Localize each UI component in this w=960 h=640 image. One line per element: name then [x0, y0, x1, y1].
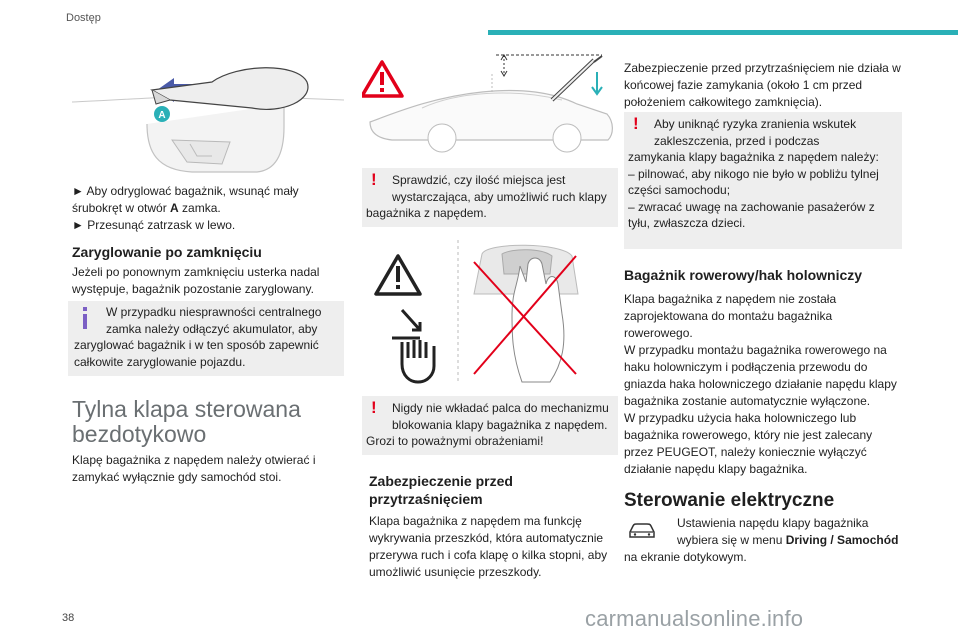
- section-title: Dostęp: [66, 12, 101, 24]
- warning-box-finger: [362, 396, 618, 455]
- warning-text-rest: bagażnika z napędem.: [366, 206, 487, 220]
- warning-text-rest: Grozi to poważnymi obrażeniami!: [366, 434, 544, 448]
- paragraph-anti-pinch-limit: Zabezpieczenie przed przytrzaśnięciem nie działa w końcowej fazie zamykania (około 1 cm przed położeniem całkowitego zamknięcia).: [624, 61, 901, 109]
- column-1-text: [72, 183, 342, 234]
- label-a: A: [158, 110, 166, 121]
- heading-anti-pinch: Zabezpieczenie przed przytrzaśnięciem: [369, 473, 513, 507]
- warning-text-rest: zamykania klapy bagażnika z napędem należy: – pilnować, aby nikogo nie było w pobliżu tylnej części samochodu; – zwracać uwagę na zachowanie pasażerów z tyłu, zwłaszcza dzieci.: [628, 150, 879, 230]
- paragraph-tailgate-operation: Klapę bagażnika z napędem należy otwierać i zamykać wyłącznie gdy samochód stoi.: [72, 453, 316, 484]
- info-text-rest: zaryglować bagażnik i w ten sposób zapewnić całkowite zaryglowanie pojazdu.: [74, 338, 319, 369]
- instruction-2: ► Przesunąć zatrzask w lewo.: [72, 218, 236, 232]
- finger-in-lock-prohibited-illustration: [362, 234, 620, 389]
- info-box-central-locking: [68, 301, 344, 376]
- car-tailgate-clearance-illustration: [362, 52, 620, 157]
- screwdriver-lock-illustration: [62, 52, 347, 177]
- page-number: 38: [62, 612, 75, 624]
- header-accent-bar: [488, 30, 958, 35]
- watermark: carmanualsonline.info: [585, 606, 804, 631]
- warning-exclamation-icon: !: [371, 170, 377, 189]
- paragraph-locking: Jeżeli po ponownym zamknięciu usterka nadal występuje, bagażnik pozostanie zaryglowany.: [72, 265, 320, 296]
- warning-text-first: Aby uniknąć ryzyka zranienia wskutek zakleszczenia, przed i podczas: [654, 117, 857, 148]
- warning-box-clearance: [362, 168, 618, 227]
- heading-bike-rack: Bagażnik rowerowy/hak holowniczy: [624, 267, 863, 283]
- heading-electric-control: Sterowanie elektryczne: [624, 490, 835, 511]
- warning-exclamation-icon: !: [371, 398, 377, 417]
- paragraph-anti-pinch: Klapa bagażnika z napędem ma funkcję wykrywania przeszkód, która automatycznie przerywa ruch i cofa klapę o kilka stopni, aby umożliwić usunięcie przeszkody.: [369, 514, 608, 579]
- heading-locking-after-closing: Zaryglowanie po zamknięciu: [72, 244, 262, 260]
- info-icon: [80, 307, 90, 329]
- heading-handsfree-tailgate: Tylna klapa sterowana bezdotykowo: [72, 396, 301, 447]
- warning-text-first: Sprawdzić, czy ilość miejsca jest wystarczająca, aby umożliwić ruch klapy: [392, 173, 607, 204]
- warning-text-first: Nigdy nie wkładać palca do mechanizmu blokowania klapy bagażnika z napędem.: [392, 401, 609, 432]
- warning-exclamation-icon: !: [633, 114, 639, 133]
- info-text-first: W przypadku niesprawności centralnego zamka należy odłączyć akumulator, aby: [106, 305, 322, 336]
- warning-box-injury: [624, 112, 902, 249]
- instruction-1: ► Aby odryglować bagażnik, wsunąć mały śrubokręt w otwór A zamka.: [72, 184, 299, 215]
- car-icon: [627, 520, 657, 540]
- electric-control-text-rest: na ekranie dotykowym.: [624, 550, 747, 564]
- electric-control-text-first: Ustawienia napędu klapy bagażnika wybiera się w menu Driving / Samochód: [677, 516, 899, 547]
- paragraph-bike-rack: Klapa bagażnika z napędem nie została zaprojektowana do montażu bagażnika rowerowego. W przypadku montażu bagażnika rowerowego na haku holowniczym i podłączenia przewodu do gniazda haka holowniczego działanie napędu klapy bagażnika zostanie automatycznie wyłączone. W przypadku użycia haka holowniczego lub bagażnika rowerowego, który nie jest zalecany przez PEUGEOT, należy koniecznie wyłączyć działanie napędu klapy bagażnika.: [624, 292, 897, 476]
